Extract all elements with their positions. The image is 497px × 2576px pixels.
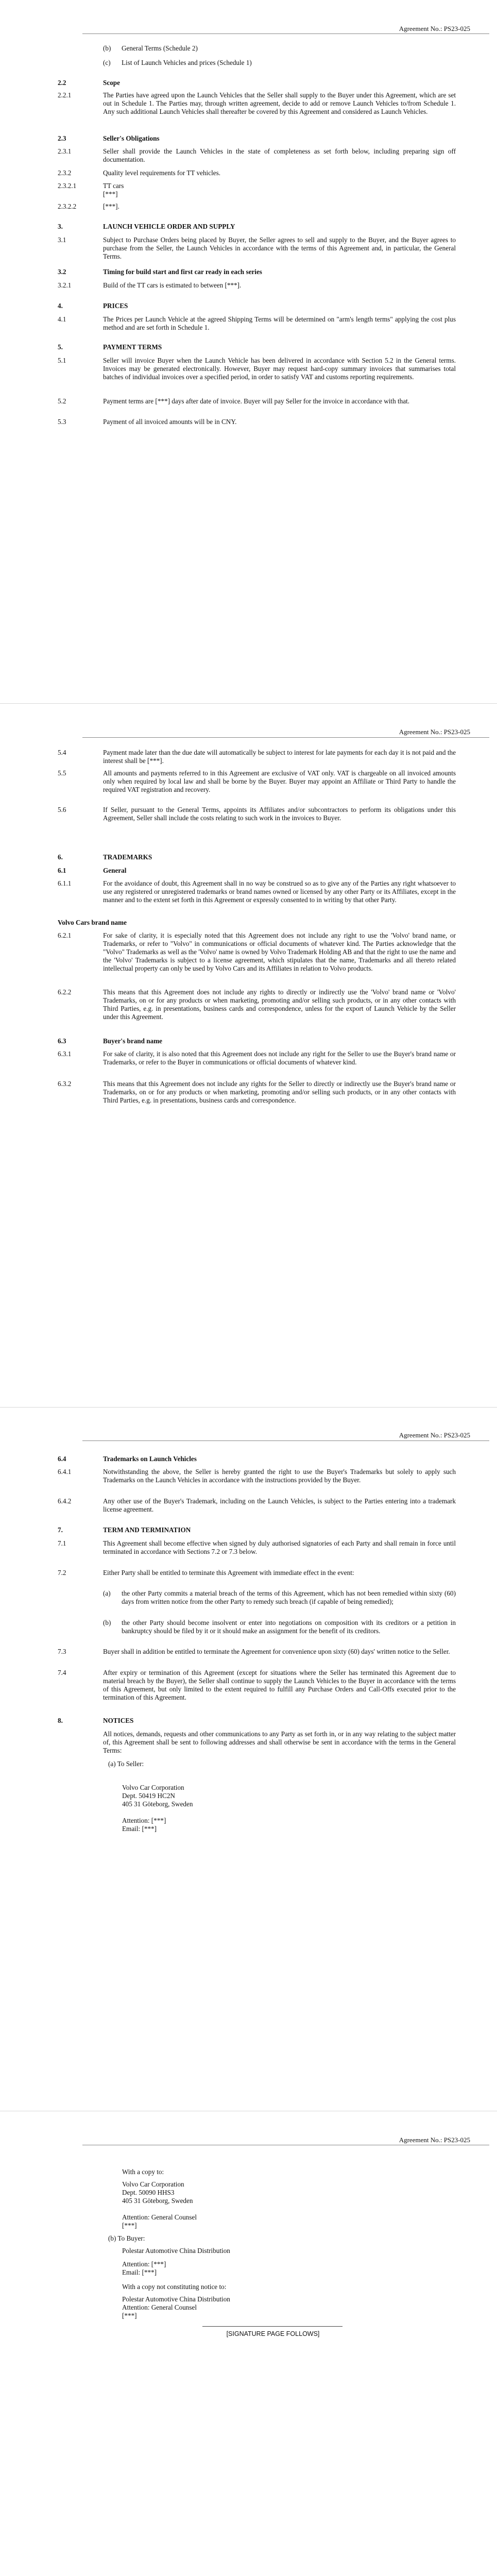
copy-not-notice-intro: With a copy not constituting notice to: [122, 2283, 227, 2291]
clause-text: TT cars [103, 182, 124, 190]
redacted-line: [***] [122, 2312, 137, 2319]
to-seller-label: (a) To Seller: [108, 1760, 144, 1768]
clause-number: 7.1 [58, 1539, 66, 1547]
clause-number: 7.2 [58, 1569, 66, 1577]
sub-clause-number: (a) [103, 1589, 111, 1597]
clause-text: If Seller, pursuant to the General Terms, appoints its Affiliates and/or subcontractors to perform its obligations under this Agreement, Seller shall include the costs relating to such work in the invoices to Buyer. [103, 806, 456, 822]
section-number: 4. [58, 302, 63, 310]
section-title: General [103, 867, 127, 874]
item-number: (b) [103, 44, 111, 52]
attention-line: Attention: [***] [122, 2260, 166, 2268]
clause-number: 2.2.1 [58, 91, 72, 99]
address-line: Polestar Automotive China Distribution [122, 2295, 230, 2303]
attention-line: Attention: General Counsel [122, 2213, 197, 2221]
clause-number: 5.5 [58, 769, 66, 777]
clause-text: This means that this Agreement does not include any rights for the Seller to directly or indirectly use the Buyer's brand name or Trademarks, on or for any products or when marketing, promoting and/or selling such products, or in any other contacts with Third Parties, e.g. in presentations, business cards and correspondence. [103, 1080, 456, 1104]
copy-address [122, 2180, 431, 2205]
page-1 [0, 0, 497, 703]
clause-text: This means that this Agreement does not include any rights to directly or indirectly use the 'Volvo' brand name or 'Volvo' Trademarks, on or for any products or when marketing, promoting and/or selling such products, or in any other contacts with Third Parties, e.g. in presentations, business cards and correspondence, unless for the export of Launch Vehicle by the Seller under this Agreement. [103, 988, 456, 1021]
copy-to-block [122, 2168, 431, 2176]
section-title: Seller's Obligations [103, 134, 160, 142]
buyer-name: Polestar Automotive China Distribution [122, 2247, 230, 2255]
section-title: NOTICES [103, 1717, 134, 1724]
section-number: 2.3 [58, 134, 66, 142]
clause-number: 6.4.1 [58, 1468, 72, 1476]
seller-address [122, 1784, 431, 1808]
section-number: 6.3 [58, 1037, 66, 1045]
agreement-number: Agreement No.: PS23-025 [399, 2136, 470, 2144]
clause-text: Quality level requirements for TT vehicles. [103, 169, 221, 177]
clause-text: Subject to Purchase Orders being placed by Buyer, the Seller agrees to sell and supply to the Buyer, and the Buyer agrees to purchase from the Seller, the Launch Vehicles in accordance with the terms of this Agreement and, in particular, the General Terms. [103, 236, 456, 260]
section-number: 3.2 [58, 268, 66, 276]
clause-text: Payment terms are [***] days after date of invoice. Buyer will pay Seller for the invoice in accordance with that. [103, 397, 410, 405]
sub-clause-text: the other Party commits a material breach of the terms of this Agreement, which has not been remedied within sixty (60) days from written notice from the other Party to remedy such breach (if capable of being remedied); [122, 1589, 456, 1605]
section-number: 6. [58, 853, 63, 861]
clause-text: [***] [103, 190, 118, 198]
header-rule [82, 33, 489, 34]
page-3 [0, 1408, 497, 2111]
attention-line: Attention: General Counsel [122, 2303, 197, 2311]
clause-text: This Agreement shall become effective when signed by duly authorised signatories of each Party and shall remain in force until terminated in accordance with Sections 7.2 or 7.3 below. [103, 1539, 456, 1555]
address-line: Dept. 50090 HHS3 [122, 2189, 175, 2196]
address-line: 405 31 Göteborg, Sweden [122, 2197, 193, 2205]
copy-not-notice-block [122, 2283, 431, 2291]
clause-text: Buyer shall in addition be entitled to terminate the Agreement for convenience upon sixty (60) days' written notice to the Seller. [103, 1648, 450, 1655]
section-title: PAYMENT TERMS [103, 343, 162, 351]
clause-text: [***]. [103, 202, 119, 210]
seller-contact [122, 1817, 431, 1833]
clause-number: 5.4 [58, 749, 66, 756]
clause-text: Payment made later than the due date will automatically be subject to interest for late payments for each day it is not paid and the interest shall be [***]. [103, 749, 456, 765]
clause-number: 3.2.1 [58, 281, 72, 289]
header-rule [82, 1440, 489, 1441]
section-number: 3. [58, 223, 63, 230]
clause-text: The Parties have agreed upon the Launch Vehicles that the Seller shall supply to the Buyer under this Agreement, which are set out in Schedule 1. The Parties may, through written agreement, decide to add or remove Launch Vehicles to/from Schedule 1. Any such additional Launch Vehicles shall thereafter be covered by this Agreement and considered as Launch Vehicles. [103, 91, 456, 115]
clause-text: Build of the TT cars is estimated to between [***]. [103, 281, 242, 289]
clause-text: Notwithstanding the above, the Seller is hereby granted the right to use the Buyer's Trademarks but solely to apply such Trademarks on the Launch Vehicles in accordance with the instructions provided by the Buyer. [103, 1468, 456, 1484]
clause-number: 5.6 [58, 806, 66, 814]
page-2 [0, 704, 497, 1407]
clause-number: 6.3.2 [58, 1080, 72, 1088]
signature-page-follows: [SIGNATURE PAGE FOLLOWS] [226, 2330, 320, 2337]
clause-text: For sake of clarity, it is also noted that this Agreement does not include any right for the Seller to use the Buyer's brand name or Trademarks, or refer to the Buyer in communications or official documents of whatever kind. [103, 1050, 456, 1066]
section-title: Buyer's brand name [103, 1037, 163, 1045]
clause-number: 7.3 [58, 1648, 66, 1655]
agreement-number: Agreement No.: PS23-025 [399, 25, 470, 32]
clause-text: All notices, demands, requests and other communications to any Party as set forth in, or in any way relating to the subject matter of, this Agreement shall be sent to following addresses and shall otherwise be sent in accordance with the terms in the General Terms: [103, 1730, 456, 1754]
section-number: 6.1 [58, 867, 66, 874]
clause-number: 5.2 [58, 397, 66, 405]
clause-number: 5.3 [58, 418, 66, 426]
clause-number: 7.4 [58, 1669, 66, 1676]
sub-clause-text: the other Party should become insolvent or enter into negotiations on composition with its creditors or a petition in bankruptcy should be filed by it or it should make an assignment for the benefit of its creditors. [122, 1619, 456, 1635]
clause-text: Either Party shall be entitled to terminate this Agreement with immediate effect in the event: [103, 1569, 354, 1577]
clause-number: 4.1 [58, 315, 66, 323]
clause-text: For sake of clarity, it is especially noted that this Agreement does not include any right to use the 'Volvo' brand name, or Trademarks, or refer to "Volvo" in communications or official documents of whatever kind. The Parties acknowledge that the "Volvo" Trademarks as well as the 'Volvo' name is owned by Volvo Trademark Holding AB and that the right to use the name and the 'Volvo' Trademarks is subject to a license agreement, which stipulates that the name, Trademarks and all thereto related intellectual property can only be used by Volvo Cars and its Affiliates in relation to Volvo products. [103, 931, 456, 972]
section-number: 6.4 [58, 1455, 66, 1463]
clause-text: The Prices per Launch Vehicle at the agreed Shipping Terms will be determined on "arm's length terms" applying the cost plus method and are set forth in Schedule 1. [103, 315, 456, 331]
agreement-number: Agreement No.: PS23-025 [399, 1431, 470, 1439]
clause-number: 2.3.2.1 [58, 182, 77, 190]
clause-text: Seller shall provide the Launch Vehicles in the state of completeness as set forth below, including preparing sign off documentation. [103, 147, 456, 163]
copy-contact [122, 2213, 431, 2230]
to-buyer-label: (b) To Buyer: [108, 2234, 145, 2242]
section-title: Scope [103, 79, 120, 87]
item-text: General Terms (Schedule 2) [122, 44, 198, 52]
attention-line: Attention: [***] [122, 1817, 166, 1824]
clause-number: 6.2.2 [58, 988, 72, 996]
section-title: TRADEMARKS [103, 853, 152, 861]
section-title: Timing for build start and first car ready in each series [103, 268, 262, 276]
clause-number: 6.3.1 [58, 1050, 72, 1058]
clause-text: After expiry or termination of this Agreement (except for situations where the Seller has terminated this Agreement due to material breach by the Buyer), the Seller shall continue to supply the Launch Vehicles to the Buyer in accordance with the terms of this Agreement, but only limited to the extent required to fulfill any Purchase Orders and Call-Offs executed prior to the termination of this Agreement. [103, 1669, 456, 1701]
clause-text: Any other use of the Buyer's Trademark, including on the Launch Vehicles, is subject to the Parties entering into a trademark license agreement. [103, 1497, 456, 1513]
email-line: Email: [***] [122, 2268, 157, 2276]
address-line: Volvo Car Corporation [122, 1784, 184, 1791]
section-number: 5. [58, 343, 63, 351]
section-title: LAUNCH VEHICLE ORDER AND SUPPLY [103, 223, 235, 230]
clause-number: 2.3.2 [58, 169, 72, 177]
section-number: 2.2 [58, 79, 66, 87]
clause-text: For the avoidance of doubt, this Agreement shall in no way be construed so as to give any of the Parties any right whatsoever to use any registered or unregistered trademarks or brand names owned or licensed by any other Party or its Affiliates, except in the manner and to the extent set forth in this Agreement or expressly consented to in writing by that other Party. [103, 879, 456, 904]
section-title: Trademarks on Launch Vehicles [103, 1455, 197, 1463]
page-4 [0, 2111, 497, 2576]
clause-number: 2.3.1 [58, 147, 72, 155]
address-line: 405 31 Göteborg, Sweden [122, 1800, 193, 1808]
clause-number: 6.2.1 [58, 931, 72, 939]
copy-not-notice-address [122, 2295, 431, 2320]
buyer-contact [122, 2260, 431, 2277]
item-number: (c) [103, 59, 111, 66]
clause-number: 6.4.2 [58, 1497, 72, 1505]
clause-number: 3.1 [58, 236, 66, 244]
item-text: List of Launch Vehicles and prices (Schedule 1) [122, 59, 252, 66]
clause-number: 6.1.1 [58, 879, 72, 887]
clause-text: Seller will invoice Buyer when the Launch Vehicle has been delivered in accordance with Section 5.2 in the General terms. Invoices may be generated electronically. However, Buyer may request hard-copy summary invoices that summarises total batches of individual invoices over a specified period, in order to satisfy VAT and customs reporting requirements. [103, 357, 456, 381]
signature-rule [202, 2326, 342, 2327]
header-rule [82, 737, 489, 738]
clause-text: All amounts and payments referred to in this Agreement are exclusive of VAT only. VAT is chargeable on all invoiced amounts only when required by local law and shall be borne by the Buyer. Buyer may appoint an Affiliate or Third Party to handle the required VAT registration and recovery. [103, 769, 456, 793]
address-line: Dept. 50419 HC2N [122, 1792, 175, 1800]
copy-to-intro: With a copy to: [122, 2168, 164, 2176]
section-title: PRICES [103, 302, 128, 310]
clause-text: Payment of all invoiced amounts will be in CNY. [103, 418, 237, 426]
agreement-number: Agreement No.: PS23-025 [399, 728, 470, 736]
section-number: 7. [58, 1526, 63, 1534]
clause-number: 2.3.2.2 [58, 202, 77, 210]
sub-clause-number: (b) [103, 1619, 111, 1626]
buyer-address [122, 2247, 431, 2255]
redacted-line: [***] [122, 2222, 137, 2229]
clause-number: 5.1 [58, 357, 66, 364]
section-title: Volvo Cars brand name [58, 919, 127, 926]
email-line: Email: [***] [122, 1825, 157, 1833]
section-number: 8. [58, 1717, 63, 1724]
section-title: TERM AND TERMINATION [103, 1526, 191, 1534]
address-line: Volvo Car Corporation [122, 2180, 184, 2188]
